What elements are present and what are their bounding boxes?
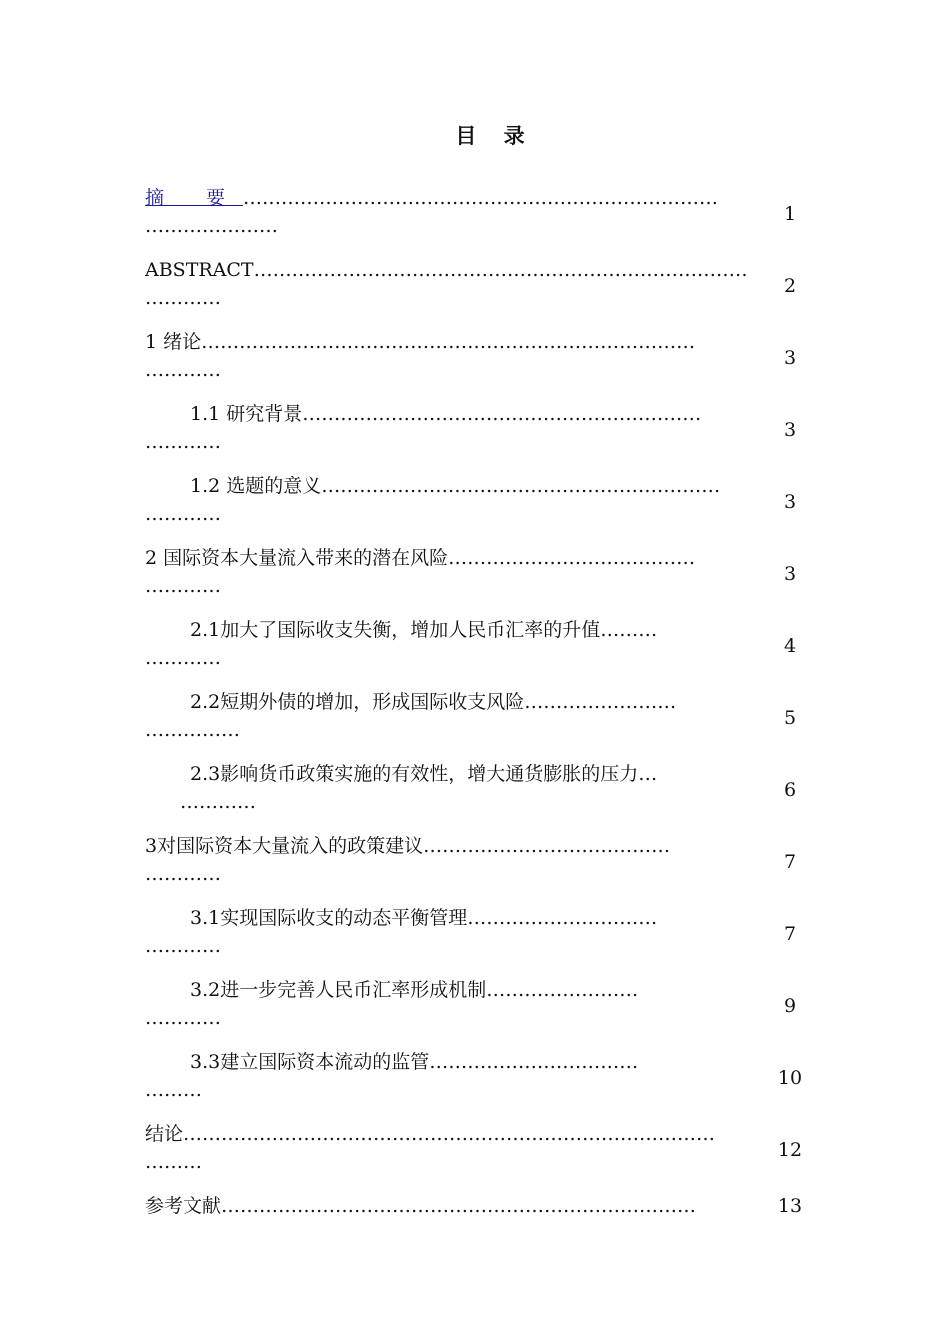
toc-entry-label: 结论	[145, 1123, 184, 1145]
toc-page-number: 2	[783, 275, 797, 297]
toc-entry-label: 2.3影响货币政策实施的有效性，增大通货膨胀的压力	[190, 763, 639, 785]
toc-entry-label: 3.3建立国际资本流动的监管	[190, 1051, 430, 1073]
toc-leader: …………………………………	[448, 547, 696, 569]
toc-page-number: 3	[783, 419, 797, 441]
toc-entry-label: 1 绪论	[145, 331, 202, 353]
toc-leader: …………	[180, 791, 256, 813]
toc-entry-label: 1.1 研究背景	[190, 403, 303, 425]
toc-leader: …………	[145, 935, 221, 957]
toc-leader: …………	[145, 359, 221, 381]
toc-page-number: 3	[783, 563, 797, 585]
toc-entry-3-2[interactable]	[145, 972, 825, 1044]
toc-leader: ……………………………	[429, 1051, 639, 1073]
toc-leader: …………	[145, 863, 221, 885]
toc-page-number: 1	[783, 203, 797, 225]
toc-leader: …………	[145, 503, 221, 525]
toc-entry-chapter-2[interactable]	[145, 540, 825, 612]
toc-page-number: 6	[783, 779, 797, 801]
toc-leader: …………………	[145, 215, 278, 237]
toc-page-number: 4	[783, 635, 797, 657]
toc-entry-label: 3.2进一步完善人民币汇率形成机制	[190, 979, 487, 1001]
toc-entry-2-1[interactable]	[145, 612, 825, 684]
toc-leader: …………………………………………………………………	[221, 1195, 697, 1217]
toc-page-number: 9	[783, 995, 797, 1017]
toc-link-abstract-cn[interactable]: 摘 要	[145, 187, 244, 209]
toc-entry-2-2[interactable]	[145, 684, 825, 756]
toc-leader: …………	[145, 1007, 221, 1029]
toc-entry-abstract-cn[interactable]	[145, 180, 825, 252]
toc-page-number: 7	[783, 851, 797, 873]
toc-leader: ……………………………………………………………………	[201, 331, 696, 353]
toc-leader: …………	[145, 287, 221, 309]
table-of-contents	[145, 180, 825, 1228]
toc-page-number: 7	[783, 923, 797, 945]
toc-leader: ………………………………………………………	[302, 403, 702, 425]
toc-entry-references[interactable]	[145, 1188, 825, 1228]
toc-leader: ………………………………………………………	[321, 475, 721, 497]
toc-entry-label: 3对国际资本大量流入的政策建议	[145, 835, 424, 857]
toc-leader: …	[638, 763, 658, 785]
toc-leader: …………………………	[467, 907, 658, 929]
toc-page-number: 3	[783, 491, 797, 513]
toc-entry-label: ABSTRACT	[145, 259, 254, 281]
toc-leader: ……………	[145, 719, 240, 741]
toc-leader: ……………………	[486, 979, 639, 1001]
toc-entry-1-2[interactable]	[145, 468, 825, 540]
toc-page-number: 13	[777, 1195, 803, 1217]
toc-entry-conclusion[interactable]	[145, 1116, 825, 1188]
toc-entry-label: 2.1加大了国际收支失衡，增加人民币汇率的升值	[190, 619, 601, 641]
toc-entry-label: 参考文献	[145, 1195, 222, 1217]
toc-leader: …………………………………	[423, 835, 671, 857]
toc-entry-label: 3.1实现国际收支的动态平衡管理	[190, 907, 468, 929]
toc-leader: ………	[145, 1151, 202, 1173]
toc-entry-2-3[interactable]	[145, 756, 825, 828]
toc-leader: …………	[145, 647, 221, 669]
toc-entry-label: 2 国际资本大量流入带来的潜在风险	[145, 547, 449, 569]
toc-leader: …………	[145, 431, 221, 453]
toc-entry-3-3[interactable]	[145, 1044, 825, 1116]
toc-leader: ……………………	[524, 691, 677, 713]
toc-entry-chapter-3[interactable]	[145, 828, 825, 900]
toc-leader: ……………………………………………………………………	[253, 259, 748, 281]
toc-entry-3-1[interactable]	[145, 900, 825, 972]
toc-page-number: 10	[777, 1067, 803, 1089]
toc-leader: …………………………………………………………………	[243, 187, 719, 209]
toc-entry-abstract-en[interactable]	[145, 252, 825, 324]
toc-leader: …………	[145, 575, 221, 597]
toc-entry-1-1[interactable]	[145, 396, 825, 468]
toc-entry-chapter-1[interactable]	[145, 324, 825, 396]
toc-title: 目 录	[455, 123, 535, 148]
toc-entry-label: 2.2短期外债的增加，形成国际收支风险	[190, 691, 525, 713]
toc-entry-label: 1.2 选题的意义	[190, 475, 322, 497]
toc-leader: …………………………………………………………………………	[183, 1123, 716, 1145]
toc-leader: ………	[600, 619, 658, 641]
toc-page-number: 3	[783, 347, 797, 369]
toc-page-number: 12	[777, 1139, 803, 1161]
toc-leader: ………	[145, 1079, 202, 1101]
toc-page-number: 5	[783, 707, 797, 729]
